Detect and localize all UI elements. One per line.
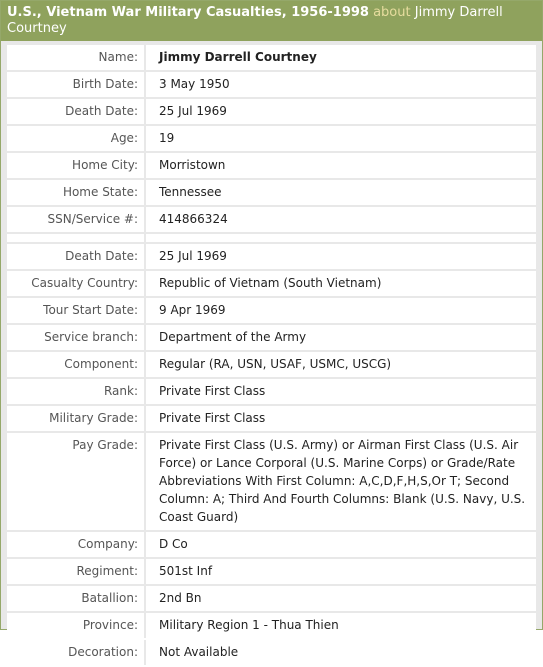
field-value: 19 (144, 126, 536, 151)
field-label: Tour Start Date: (7, 298, 144, 323)
field-value: Morristown (144, 153, 536, 178)
field-value: Republic of Vietnam (South Vietnam) (144, 271, 536, 296)
record-row (7, 352, 536, 377)
section-separator (7, 234, 536, 242)
field-label: Military Grade: (7, 406, 144, 431)
field-label: Regiment: (7, 559, 144, 584)
record-row (7, 244, 536, 269)
record-row (7, 613, 536, 638)
field-label: Name: (7, 45, 144, 70)
field-label: Home City: (7, 153, 144, 178)
record-row (7, 433, 536, 530)
separator-cell (144, 234, 536, 242)
record-row (7, 586, 536, 611)
record-row (7, 298, 536, 323)
field-value: Department of the Army (144, 325, 536, 350)
field-label: Rank: (7, 379, 144, 404)
record-row (7, 180, 536, 205)
field-label: Service branch: (7, 325, 144, 350)
field-value: Regular (RA, USN, USAF, USMC, USCG) (144, 352, 536, 377)
field-value: Jimmy Darrell Courtney (144, 45, 536, 70)
field-label: Batallion: (7, 586, 144, 611)
record-table-wrap (1, 41, 542, 667)
field-value: 25 Jul 1969 (144, 99, 536, 124)
field-label: Death Date: (7, 244, 144, 269)
field-label: Province: (7, 613, 144, 638)
record-row (7, 406, 536, 431)
field-value: 414866324 (144, 207, 536, 232)
field-value: Private First Class (144, 379, 536, 404)
record-header (1, 1, 542, 41)
record-row (7, 72, 536, 97)
field-label: Component: (7, 352, 144, 377)
field-label: Home State: (7, 180, 144, 205)
about-label: about (373, 5, 411, 20)
record-row (7, 99, 536, 124)
record-row (7, 153, 536, 178)
record-table (7, 43, 536, 667)
field-value: D Co (144, 532, 536, 557)
field-value: 9 Apr 1969 (144, 298, 536, 323)
field-value: Not Available (144, 640, 536, 665)
field-value: Military Region 1 - Thua Thien (144, 613, 536, 638)
field-value: Private First Class (144, 406, 536, 431)
field-value: 25 Jul 1969 (144, 244, 536, 269)
field-label: Company: (7, 532, 144, 557)
record-row (7, 532, 536, 557)
record-row (7, 379, 536, 404)
field-label: SSN/Service #: (7, 207, 144, 232)
record-row (7, 325, 536, 350)
separator-cell (7, 234, 144, 242)
record-row (7, 559, 536, 584)
field-label: Age: (7, 126, 144, 151)
field-label: Pay Grade: (7, 433, 144, 530)
field-label: Casualty Country: (7, 271, 144, 296)
record-row (7, 45, 536, 70)
field-value: Tennessee (144, 180, 536, 205)
field-value: Private First Class (U.S. Army) or Airman First Class (U.S. Air Force) or Lance Corporal (U.S. Marine Corps) or Grade/Rate Abbreviations With First Column: A,C,D,F,H,S,Or T; Second Column: A; Third And Fourth Columns: Blank (U.S. Navy, U.S. Coast Guard) (144, 433, 536, 530)
field-value: 501st Inf (144, 559, 536, 584)
person-name-link[interactable]: Jimmy Darrell Courtney (7, 5, 503, 36)
record-row (7, 640, 536, 665)
record-row (7, 271, 536, 296)
collection-title-link[interactable]: U.S., Vietnam War Military Casualties, 1956-1998 (7, 5, 369, 20)
record-row (7, 126, 536, 151)
record-row (7, 207, 536, 232)
field-label: Decoration: (7, 640, 144, 665)
field-value: 3 May 1950 (144, 72, 536, 97)
field-value: 2nd Bn (144, 586, 536, 611)
field-label: Birth Date: (7, 72, 144, 97)
field-label: Death Date: (7, 99, 144, 124)
